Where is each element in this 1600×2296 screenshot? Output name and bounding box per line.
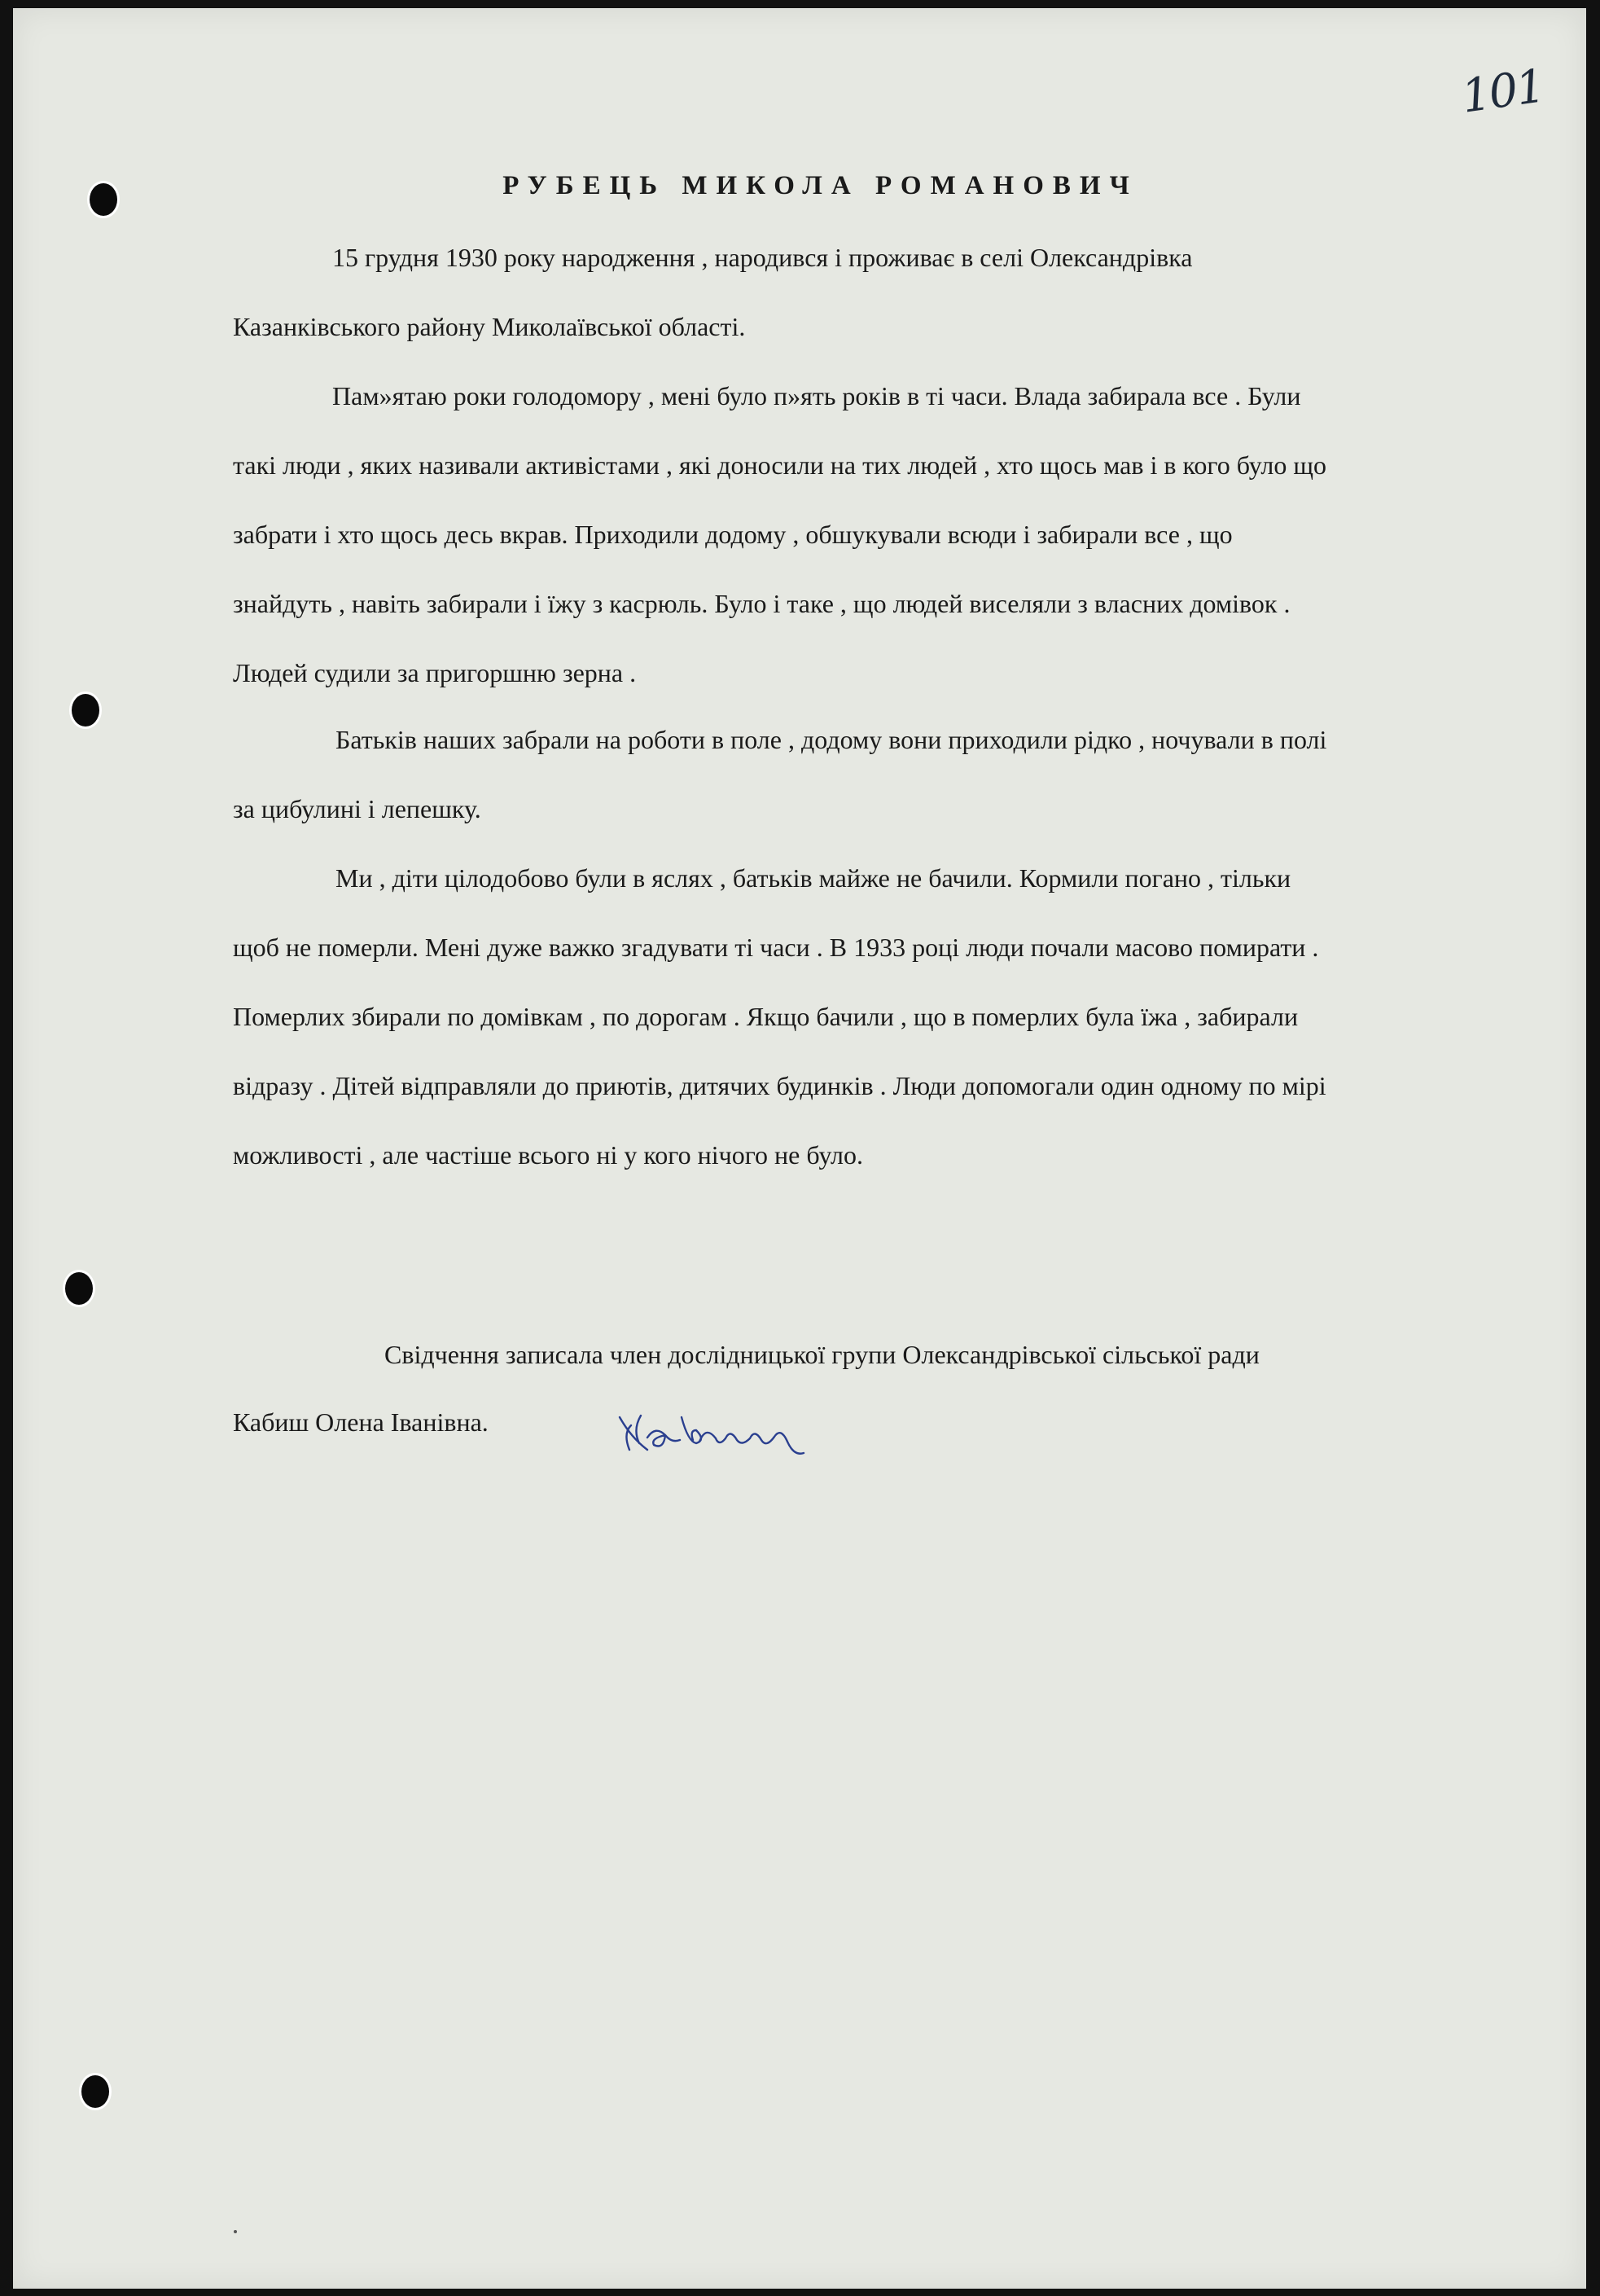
punch-hole	[72, 694, 99, 727]
text-line: Ми , діти цілодобово були в яслях , батьків майже не бачили. Кормили погано , тільки	[335, 863, 1291, 893]
stray-mark	[234, 2230, 237, 2233]
text-line: Казанківського району Миколаївської області.	[233, 312, 746, 341]
text-line: Померлих збирали по домівкам , по дорогам . Якщо бачили , що в померлих була їжа , забирали	[233, 1002, 1299, 1031]
handwritten-page-number: 101	[1458, 59, 1547, 124]
text-line: щоб не померли. Мені дуже важко згадувати ті часи . В 1933 році люди почали масово помирати .	[233, 933, 1319, 962]
text-line: Батьків наших забрали на роботи в поле , додому вони приходили рідко , ночували в полі	[335, 725, 1327, 754]
text-line: Кабиш Олена Іванівна.	[233, 1407, 489, 1437]
punch-hole	[65, 1272, 93, 1305]
text-line: Людей судили за пригоршню зерна .	[233, 658, 637, 687]
text-line: Пам»ятаю роки голодомору , мені було п»ять років в ті часи. Влада забирала все . Були	[332, 381, 1301, 410]
text-line: 15 грудня 1930 року народження , народився і проживає в селі Олександрівка	[332, 243, 1193, 272]
text-line: знайдуть , навіть забирали і їжу з касрюль. Було і таке , що людей виселяли з власних домівок .	[233, 589, 1291, 618]
text-line: такі люди , яких називали активістами , які доносили на тих людей , хто щось мав і в кого було що	[233, 450, 1326, 480]
text-line: відразу . Дітей відправляли до приютів, дитячих будинків . Люди допомогали один одному по мірі	[233, 1071, 1326, 1100]
text-line: забрати і хто щось десь вкрав. Приходили додому , обшукували всюди і забирали все , що	[233, 520, 1233, 549]
text-line: можливості , але частіше всього ні у кого нічого не було.	[233, 1140, 863, 1170]
document-title: РУБЕЦЬ МИКОЛА РОМАНОВИЧ	[502, 171, 1138, 200]
handwritten-signature	[615, 1393, 843, 1466]
text-line: за цибулині і лепешку.	[233, 794, 481, 823]
punch-hole	[81, 2075, 109, 2108]
text-line: Свідчення записала член дослідницької групи Олександрівської сільської ради	[384, 1340, 1260, 1369]
